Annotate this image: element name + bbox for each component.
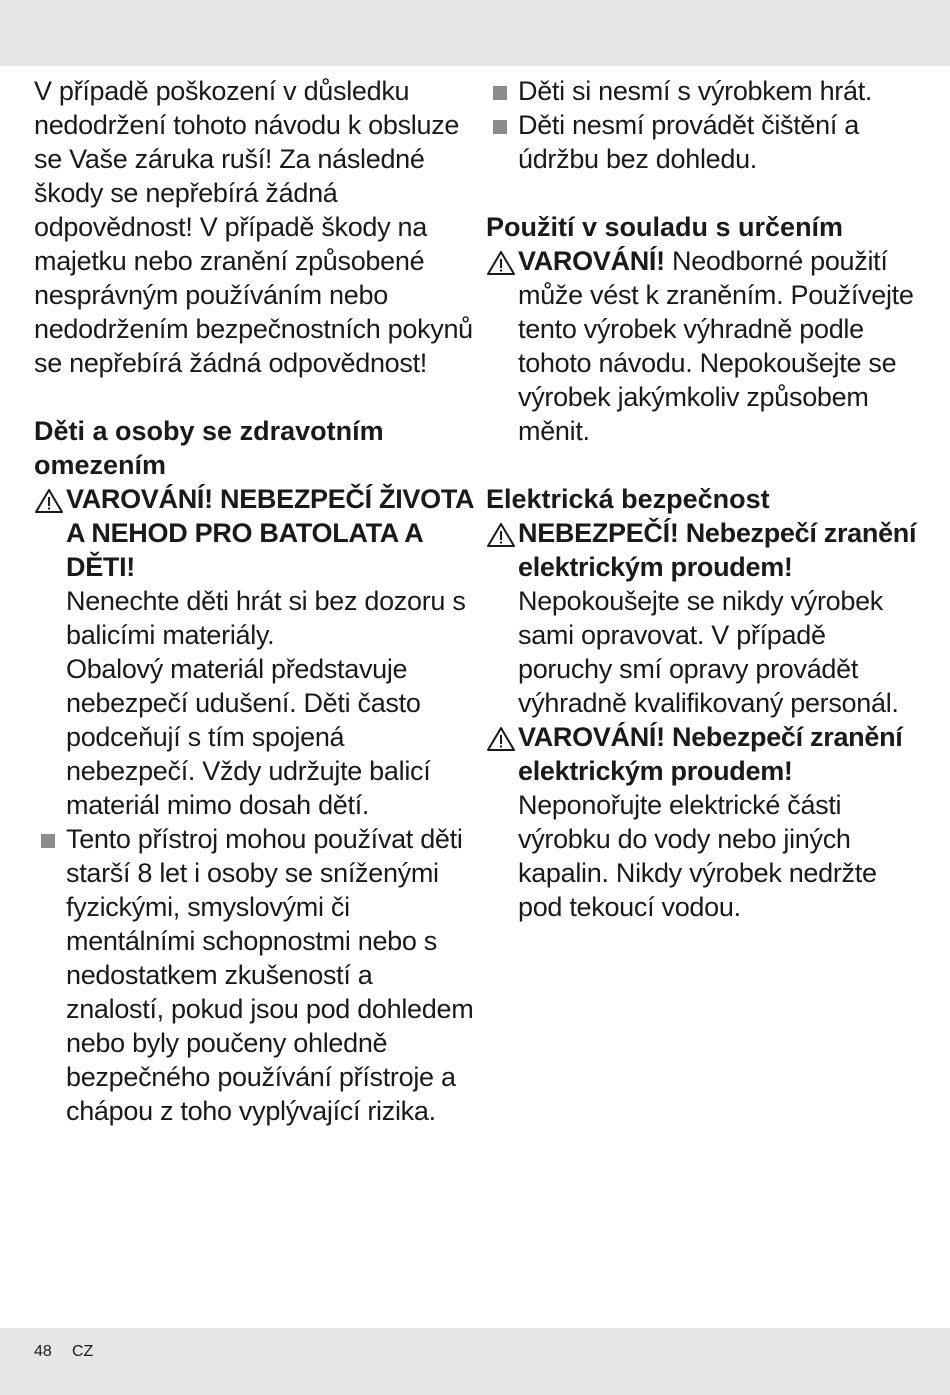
right-column bbox=[486, 74, 926, 924]
bullet-text: Děti nesmí provádět čištění a údržbu bez dohledu. bbox=[518, 110, 859, 174]
warning-title: VAROVÁNÍ! bbox=[518, 246, 665, 276]
warning-paragraph bbox=[518, 720, 926, 924]
warning-title: VAROVÁNÍ! NEBEZPEČÍ ŽIVOTA A NEHOD PRO BATOLATA A DĚTI! bbox=[66, 484, 474, 582]
warning-block-children bbox=[34, 482, 474, 822]
warning-block-electrical-2 bbox=[486, 720, 926, 924]
bullet-text: Děti si nesmí s výrobkem hrát. bbox=[518, 76, 873, 106]
warning-text-1: Nenechte děti hrát si bez dozoru s balicími materiály. bbox=[66, 586, 466, 650]
bullet-item bbox=[486, 108, 926, 176]
section-heading-electrical-safety: Elektrická bezpečnost bbox=[486, 484, 770, 514]
intro-paragraph: V případě poškození v důsledku nedodržení tohoto návodu k obsluze se Vaše záruka ruší! Za následné škody se nepřebírá žádná odpovědnost! V případě škody na majetku nebo zranění způsobené nesprávným používáním nebo nedodržením bezpečnostních pokynů se nepřebírá žádná odpovědnost! bbox=[34, 76, 473, 378]
left-column bbox=[34, 74, 474, 1128]
warning-triangle-icon bbox=[486, 250, 516, 276]
heading-line-2: omezením bbox=[34, 450, 167, 480]
warning-text: Neponořujte elektrické části výrobku do vody nebo jiných kapalin. Nikdy výrobek nedržte pod tekoucí vodou. bbox=[518, 790, 877, 922]
language-code: CZ bbox=[72, 1343, 94, 1360]
page-number: 48 bbox=[34, 1343, 52, 1360]
warning-title: NEBEZPEČÍ! Nebezpečí zranění elektrickým proudem! bbox=[518, 518, 917, 582]
warning-text: Neodborné použití může vést k zraněním. Používejte tento výrobek výhradně podle tohoto návodu. Nepokoušejte se výrobek jakýmkoliv způsobem měnit. bbox=[518, 246, 914, 446]
bullet-item bbox=[34, 822, 474, 1128]
warning-triangle-icon bbox=[34, 488, 64, 514]
warning-paragraph bbox=[518, 516, 926, 720]
section-heading-children bbox=[34, 414, 474, 482]
warning-paragraph bbox=[518, 244, 926, 448]
warning-triangle-icon bbox=[486, 522, 516, 548]
warning-block-intended-use bbox=[486, 244, 926, 448]
footer-bar bbox=[0, 1328, 950, 1395]
bullet-item bbox=[486, 74, 926, 108]
warning-title: VAROVÁNÍ! Nebezpečí zranění elektrickým proudem! bbox=[518, 722, 903, 786]
warning-block-electrical-1 bbox=[486, 516, 926, 720]
bullet-text: Tento přístroj mohou používat děti starší 8 let i osoby se sníženými fyzickými, smyslovými či mentálními schopnostmi nebo s nedostatkem zkušeností a znalostí, pokud jsou pod dohledem nebo byly poučeny ohledně bezpečného používání přístroje a chápou z toho vyplývající rizika. bbox=[66, 824, 474, 1126]
warning-text-2: Obalový materiál představuje nebezpečí udušení. Děti často podceňují s tím spojená nebezpečí. Vždy udržujte balicí materiál mimo dosah dětí. bbox=[66, 654, 431, 820]
warning-text: Nepokoušejte se nikdy výrobek sami opravovat. V případě poruchy smí opravy provádět výhradně kvalifikovaný personál. bbox=[518, 586, 899, 718]
square-bullet-icon bbox=[41, 834, 55, 848]
section-heading-intended-use: Použití v souladu s určením bbox=[486, 212, 844, 242]
square-bullet-icon bbox=[493, 86, 507, 100]
header-bar bbox=[0, 0, 950, 66]
square-bullet-icon bbox=[493, 120, 507, 134]
heading-line-1: Děti a osoby se zdravotním bbox=[34, 416, 384, 446]
warning-triangle-icon bbox=[486, 726, 516, 752]
